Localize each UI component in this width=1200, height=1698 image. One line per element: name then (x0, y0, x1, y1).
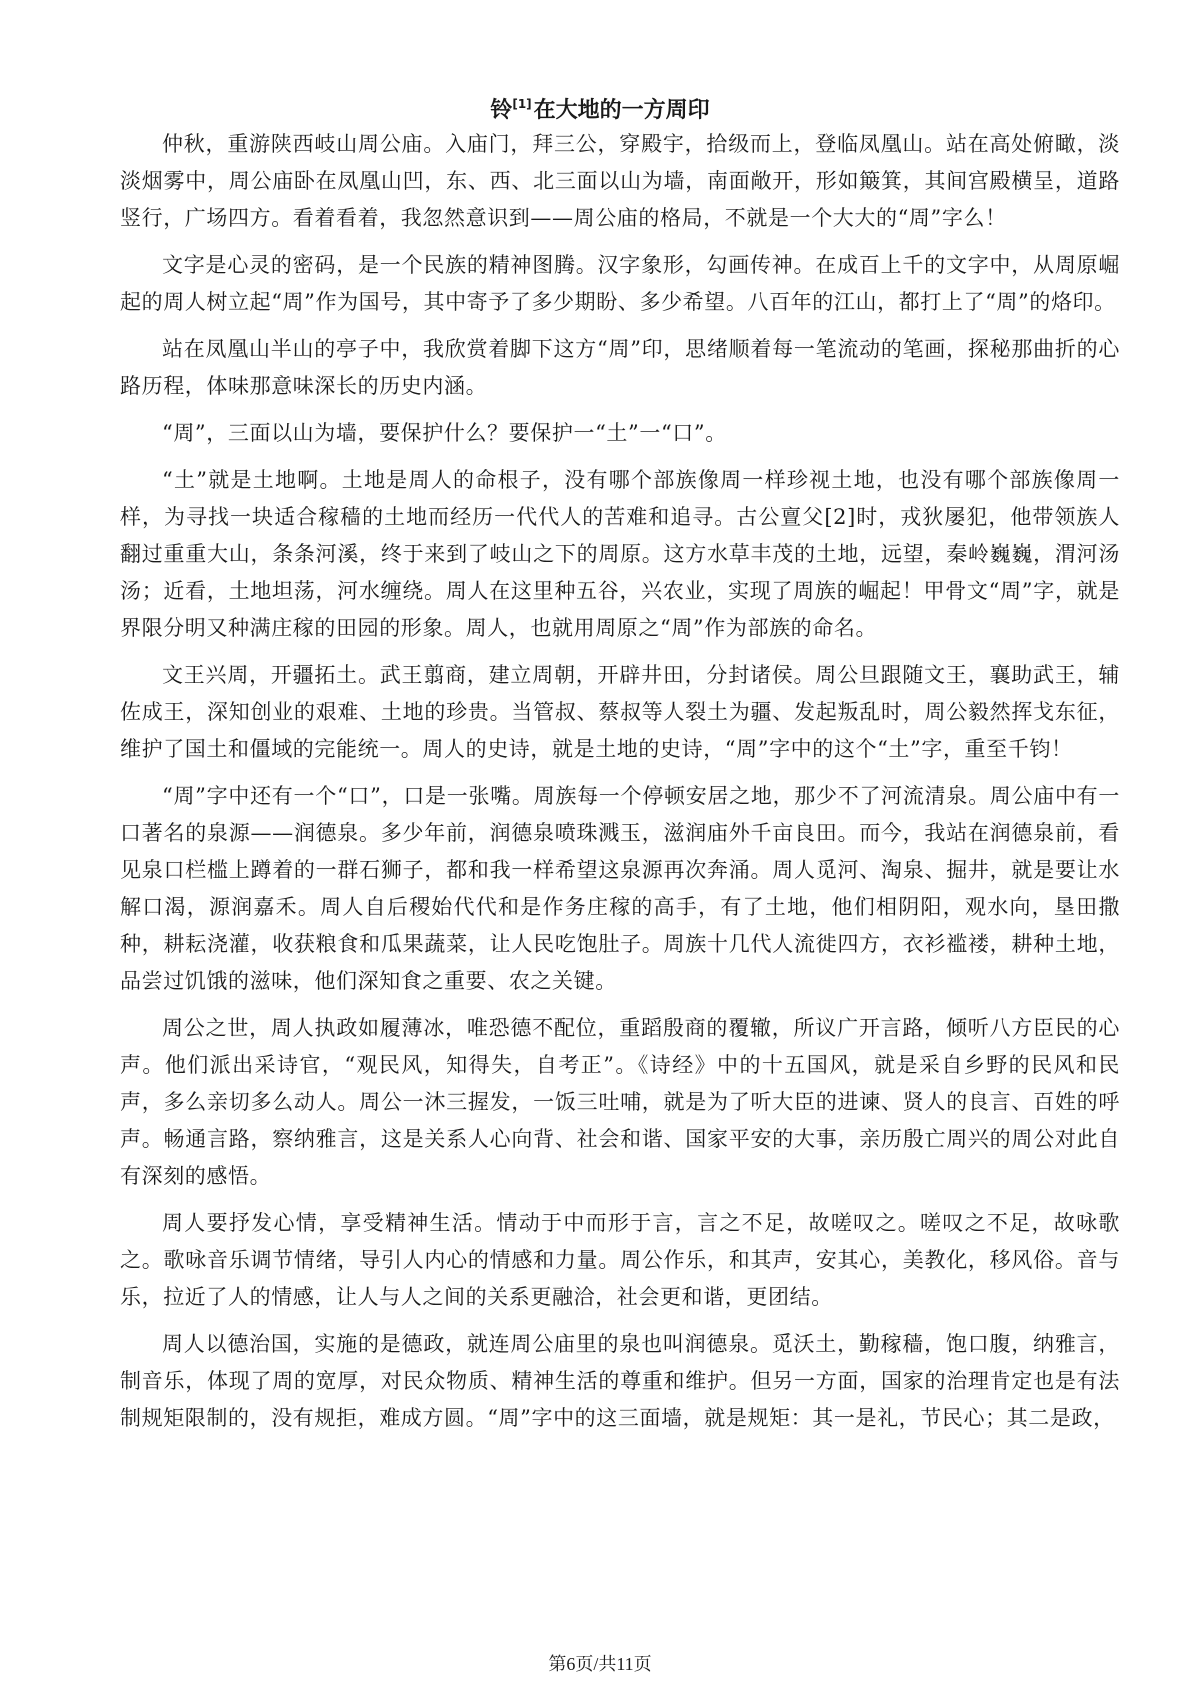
title-footnote-marker: [1] (512, 97, 532, 111)
paragraph: “周”，三面以山为墙，要保护什么？要保护一“土”一“口”。 (162, 421, 727, 445)
paragraph: 文字是心灵的密码，是一个民族的精神图腾。汉字象形，勾画传神。在成百上千的文字中，从周原崛起的周人树立起“周”作为国号，其中寄予了多少期盼、多少希望。八百年的江山，都打上了“周”的烙印。 (120, 253, 1120, 314)
article-body (120, 126, 1120, 1447)
paragraph: “周”字中还有一个“口”，口是一张嘴。周族每一个停顿安居之地，那少不了河流清泉。周公庙中有一口著名的泉源——润德泉。多少年前，润德泉喷珠溅玉，滋润庙外千亩良田。而今，我站在润德泉前，看见泉口栏槛上蹲着的一群石狮子，都和我一样希望这泉源再次奔涌。周人觅河、淘泉、掘井，就是要让水解口渴，源润嘉禾。周人自后稷始代代和是作务庄稼的高手，有了土地，他们相阴阳，观水向，垦田撒种，耕耘浇灌，收获粮食和瓜果蔬菜，让人民吃饱肚子。周族十几代人流徙四方，衣衫褴褛，耕种土地，品尝过饥饿的滋味，他们深知食之重要、农之关键。 (120, 784, 1120, 993)
paragraph: 周人要抒发心情，享受精神生活。情动于中而形于言，言之不足，故嗟叹之。嗟叹之不足，故咏歌之。歌咏音乐调节情绪，导引人内心的情感和力量。周公作乐，和其声，安其心，美教化，移风俗。音与乐，拉近了人的情感，让人与人之间的关系更融洽，社会更和谐，更团结。 (120, 1211, 1120, 1309)
paragraph: 周人以德治国，实施的是德政，就连周公庙里的泉也叫润德泉。觅沃土，勤稼穑，饱口腹，纳雅言，制音乐，体现了周的宽厚，对民众物质、精神生活的尊重和维护。但另一方面，国家的治理肯定也是有法制规矩限制的，没有规拒，难成方圆。“周”字中的这三面墙，就是规矩：其一是礼，节民心；其二是政， (120, 1332, 1120, 1430)
paragraph: 周公之世，周人执政如履薄冰，唯恐德不配位，重蹈殷商的覆辙，所议广开言路，倾听八方臣民的心声。他们派出采诗官，“观民风，知得失，自考正”。《诗经》中的十五国风，就是采自乡野的民风和民声，多么亲切多么动人。周公一沐三握发，一饭三吐哺，就是为了听大臣的进谏、贤人的良言、百姓的呼声。畅通言路，察纳雅言，这是关系人心向背、社会和谐、国家平安的大事，亲历殷亡周兴的周公对此自有深刻的感悟。 (120, 1016, 1120, 1188)
paragraph: 文王兴周，开疆拓土。武王翦商，建立周朝，开辟井田，分封诸侯。周公旦跟随文王，襄助武王，辅佐成王，深知创业的艰难、土地的珍贵。当管叔、蔡叔等人裂土为疆、发起叛乱时，周公毅然挥戈东征，维护了国土和僵域的完能统一。周人的史诗，就是土地的史诗，“周”字中的这个“土”字，重至千钧！ (120, 663, 1120, 761)
article-title (0, 88, 1200, 127)
paragraph: 仲秋，重游陕西岐山周公庙。入庙门，拜三公，穿殿宇，拾级而上，登临凤凰山。站在高处俯瞰，淡淡烟雾中，周公庙卧在凤凰山凹，东、西、北三面以山为墙，南面敞开，形如簸箕，其间宫殿横呈，道路竖行，广场四方。看着看着，我忽然意识到——周公庙的格局，不就是一个大大的“周”字么！ (120, 132, 1120, 230)
title-prefix: 铃 (490, 98, 513, 123)
paragraph: 站在凤凰山半山的亭子中，我欣赏着脚下这方“周”印，思绪顺着每一笔流动的笔画，探秘那曲折的心路历程，体味那意味深长的历史内涵。 (120, 337, 1120, 398)
page-number: 第6页/共11页 (548, 1654, 652, 1674)
title-text: 在大地的一方周印 (533, 98, 710, 123)
paragraph: “土”就是土地啊。土地是周人的命根子，没有哪个部族像周一样珍视土地，也没有哪个部族像周一样，为寻找一块适合稼穑的土地而经历一代代人的苦难和追寻。古公亶父[2]时，戎狄屡犯，他带领族人翻过重重大山，条条河溪，终于来到了岐山之下的周原。这方水草丰茂的土地，远望，秦岭巍巍，渭河汤汤；近看，土地坦荡，河水缠绕。周人在这里种五谷，兴农业，实现了周族的崛起！甲骨文“周”字，就是界限分明又种满庄稼的田园的形象。周人，也就用周原之“周”作为部族的命名。 (120, 468, 1120, 640)
